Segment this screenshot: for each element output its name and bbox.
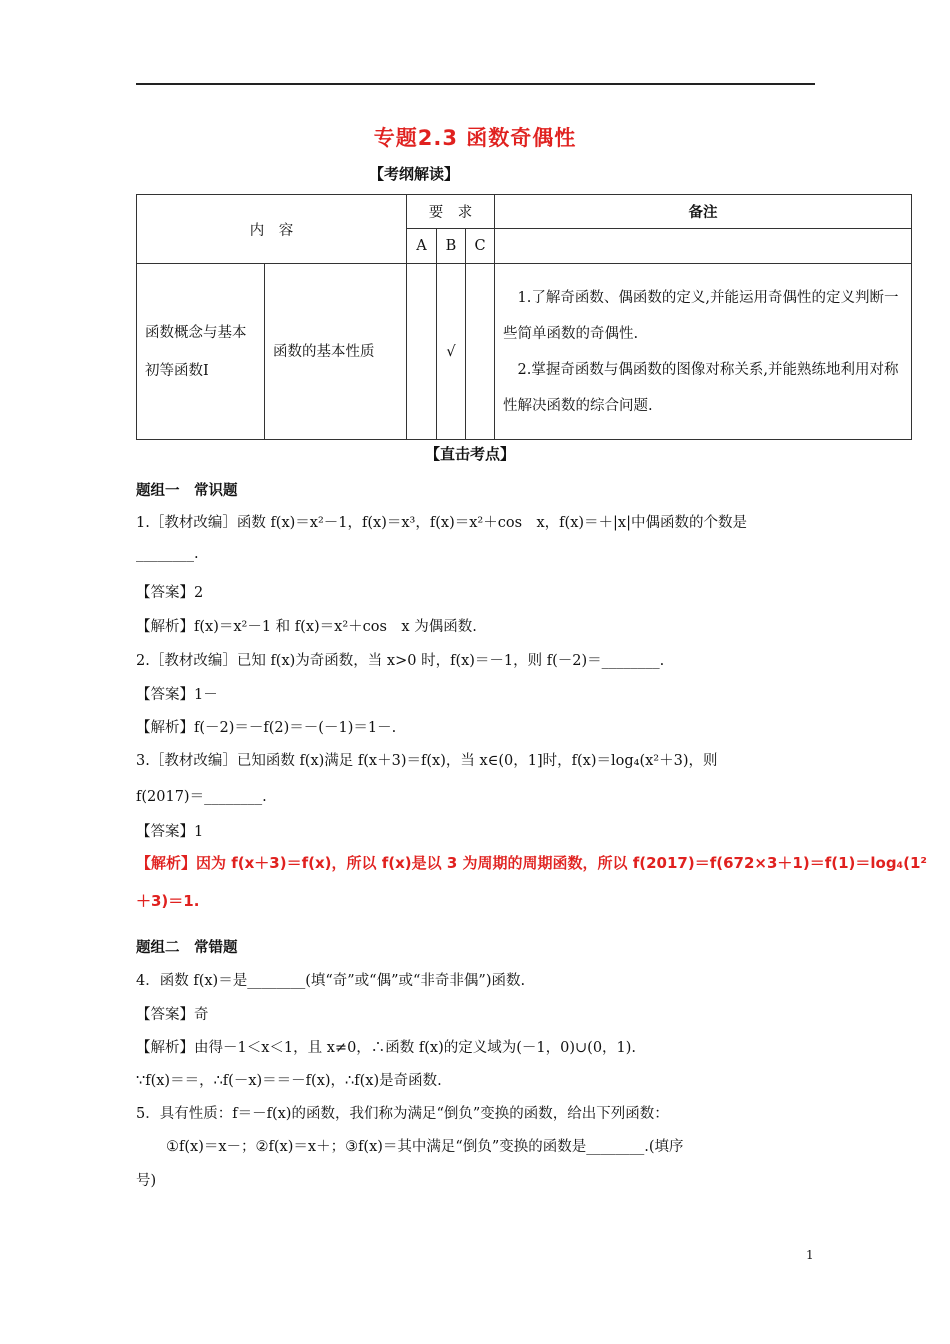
level-a-label: A <box>407 229 437 264</box>
question-5-options: ①f(x)＝x－；②f(x)＝x＋；③f(x)＝其中满足“倒负”变换的函数是________.(填序 <box>166 1139 684 1155</box>
syllabus-heading: 【考纲解读】 <box>369 165 460 183</box>
question-1: 1.［教材改编］函数 f(x)＝x²－1，f(x)＝x³，f(x)＝x²＋cos x，f(x)＝＋|x|中偶函数的个数是 <box>136 515 747 531</box>
level-b-label: B <box>437 229 466 264</box>
remark-2: 2.掌握奇函数与偶函数的图像对称关系,并能熟练地利用对称性解决函数的综合问题. <box>503 361 899 414</box>
level-c-label: C <box>466 229 495 264</box>
question-1-blank: ________. <box>136 546 199 562</box>
remarks-cell <box>495 264 912 440</box>
analysis-3: 【解析】因为 f(x＋3)＝f(x)，所以 f(x)是以 3 为周期的周期函数，所以 f(2017)＝f(672×3＋1)＝f(1)＝log₄(1² <box>136 854 927 872</box>
subtopic-cell: 函数的基本性质 <box>265 264 407 440</box>
analysis-4: 【解析】由得－1＜x＜1，且 x≠0，∴函数 f(x)的定义域为(－1，0)∪(0，1). <box>136 1040 637 1056</box>
group2-heading: 题组二 常错题 <box>136 940 238 956</box>
level-b-checkmark: √ <box>437 264 466 440</box>
answer-1: 【答案】2 <box>136 585 204 601</box>
syllabus-table <box>136 194 912 440</box>
header-rule <box>136 83 815 85</box>
remarks-subheader <box>495 229 912 264</box>
answer-2: 【答案】1－ <box>136 687 218 703</box>
page-number: 1 <box>806 1248 814 1262</box>
header-content: 内 容 <box>137 195 407 264</box>
question-3: 3.［教材改编］已知函数 f(x)满足 f(x＋3)＝f(x)，当 x∈(0，1]时，f(x)＝log₄(x²＋3)，则 <box>136 753 718 769</box>
question-3-blank: f(2017)＝________. <box>136 789 267 805</box>
answer-3: 【答案】1 <box>136 824 204 840</box>
question-5-tail: 号) <box>136 1173 157 1189</box>
header-requirement: 要 求 <box>407 195 495 229</box>
analysis-2: 【解析】f(－2)＝－f(2)＝－(－1)＝1－. <box>136 720 397 736</box>
points-heading: 【直击考点】 <box>425 445 516 463</box>
question-5: 5．具有性质：f＝－f(x)的函数，我们称为满足“倒负”变换的函数，给出下列函数： <box>136 1106 669 1122</box>
page-title: 专题2.3 函数奇偶性 <box>373 126 577 150</box>
question-4: 4．函数 f(x)＝是________(填“奇”或“偶”或“非奇非偶”)函数. <box>136 973 526 989</box>
header-remarks: 备注 <box>495 195 912 229</box>
topic-cell: 函数概念与基本初等函数Ⅰ <box>137 264 265 440</box>
level-a-cell <box>407 264 437 440</box>
level-c-cell <box>466 264 495 440</box>
analysis-4-cont: ∵f(x)＝＝，∴f(－x)＝＝－f(x)，∴f(x)是奇函数. <box>136 1073 442 1089</box>
analysis-3-cont: ＋3)＝1. <box>136 892 200 910</box>
answer-4: 【答案】奇 <box>136 1007 209 1023</box>
question-2: 2.［教材改编］已知 f(x)为奇函数，当 x>0 时，f(x)＝－1，则 f(－2)＝________. <box>136 653 665 669</box>
group1-heading: 题组一 常识题 <box>136 483 238 499</box>
remark-1: 1.了解奇函数、偶函数的定义,并能运用奇偶性的定义判断一些简单函数的奇偶性. <box>503 289 899 342</box>
analysis-1: 【解析】f(x)＝x²－1 和 f(x)＝x²＋cos x 为偶函数. <box>136 619 477 635</box>
